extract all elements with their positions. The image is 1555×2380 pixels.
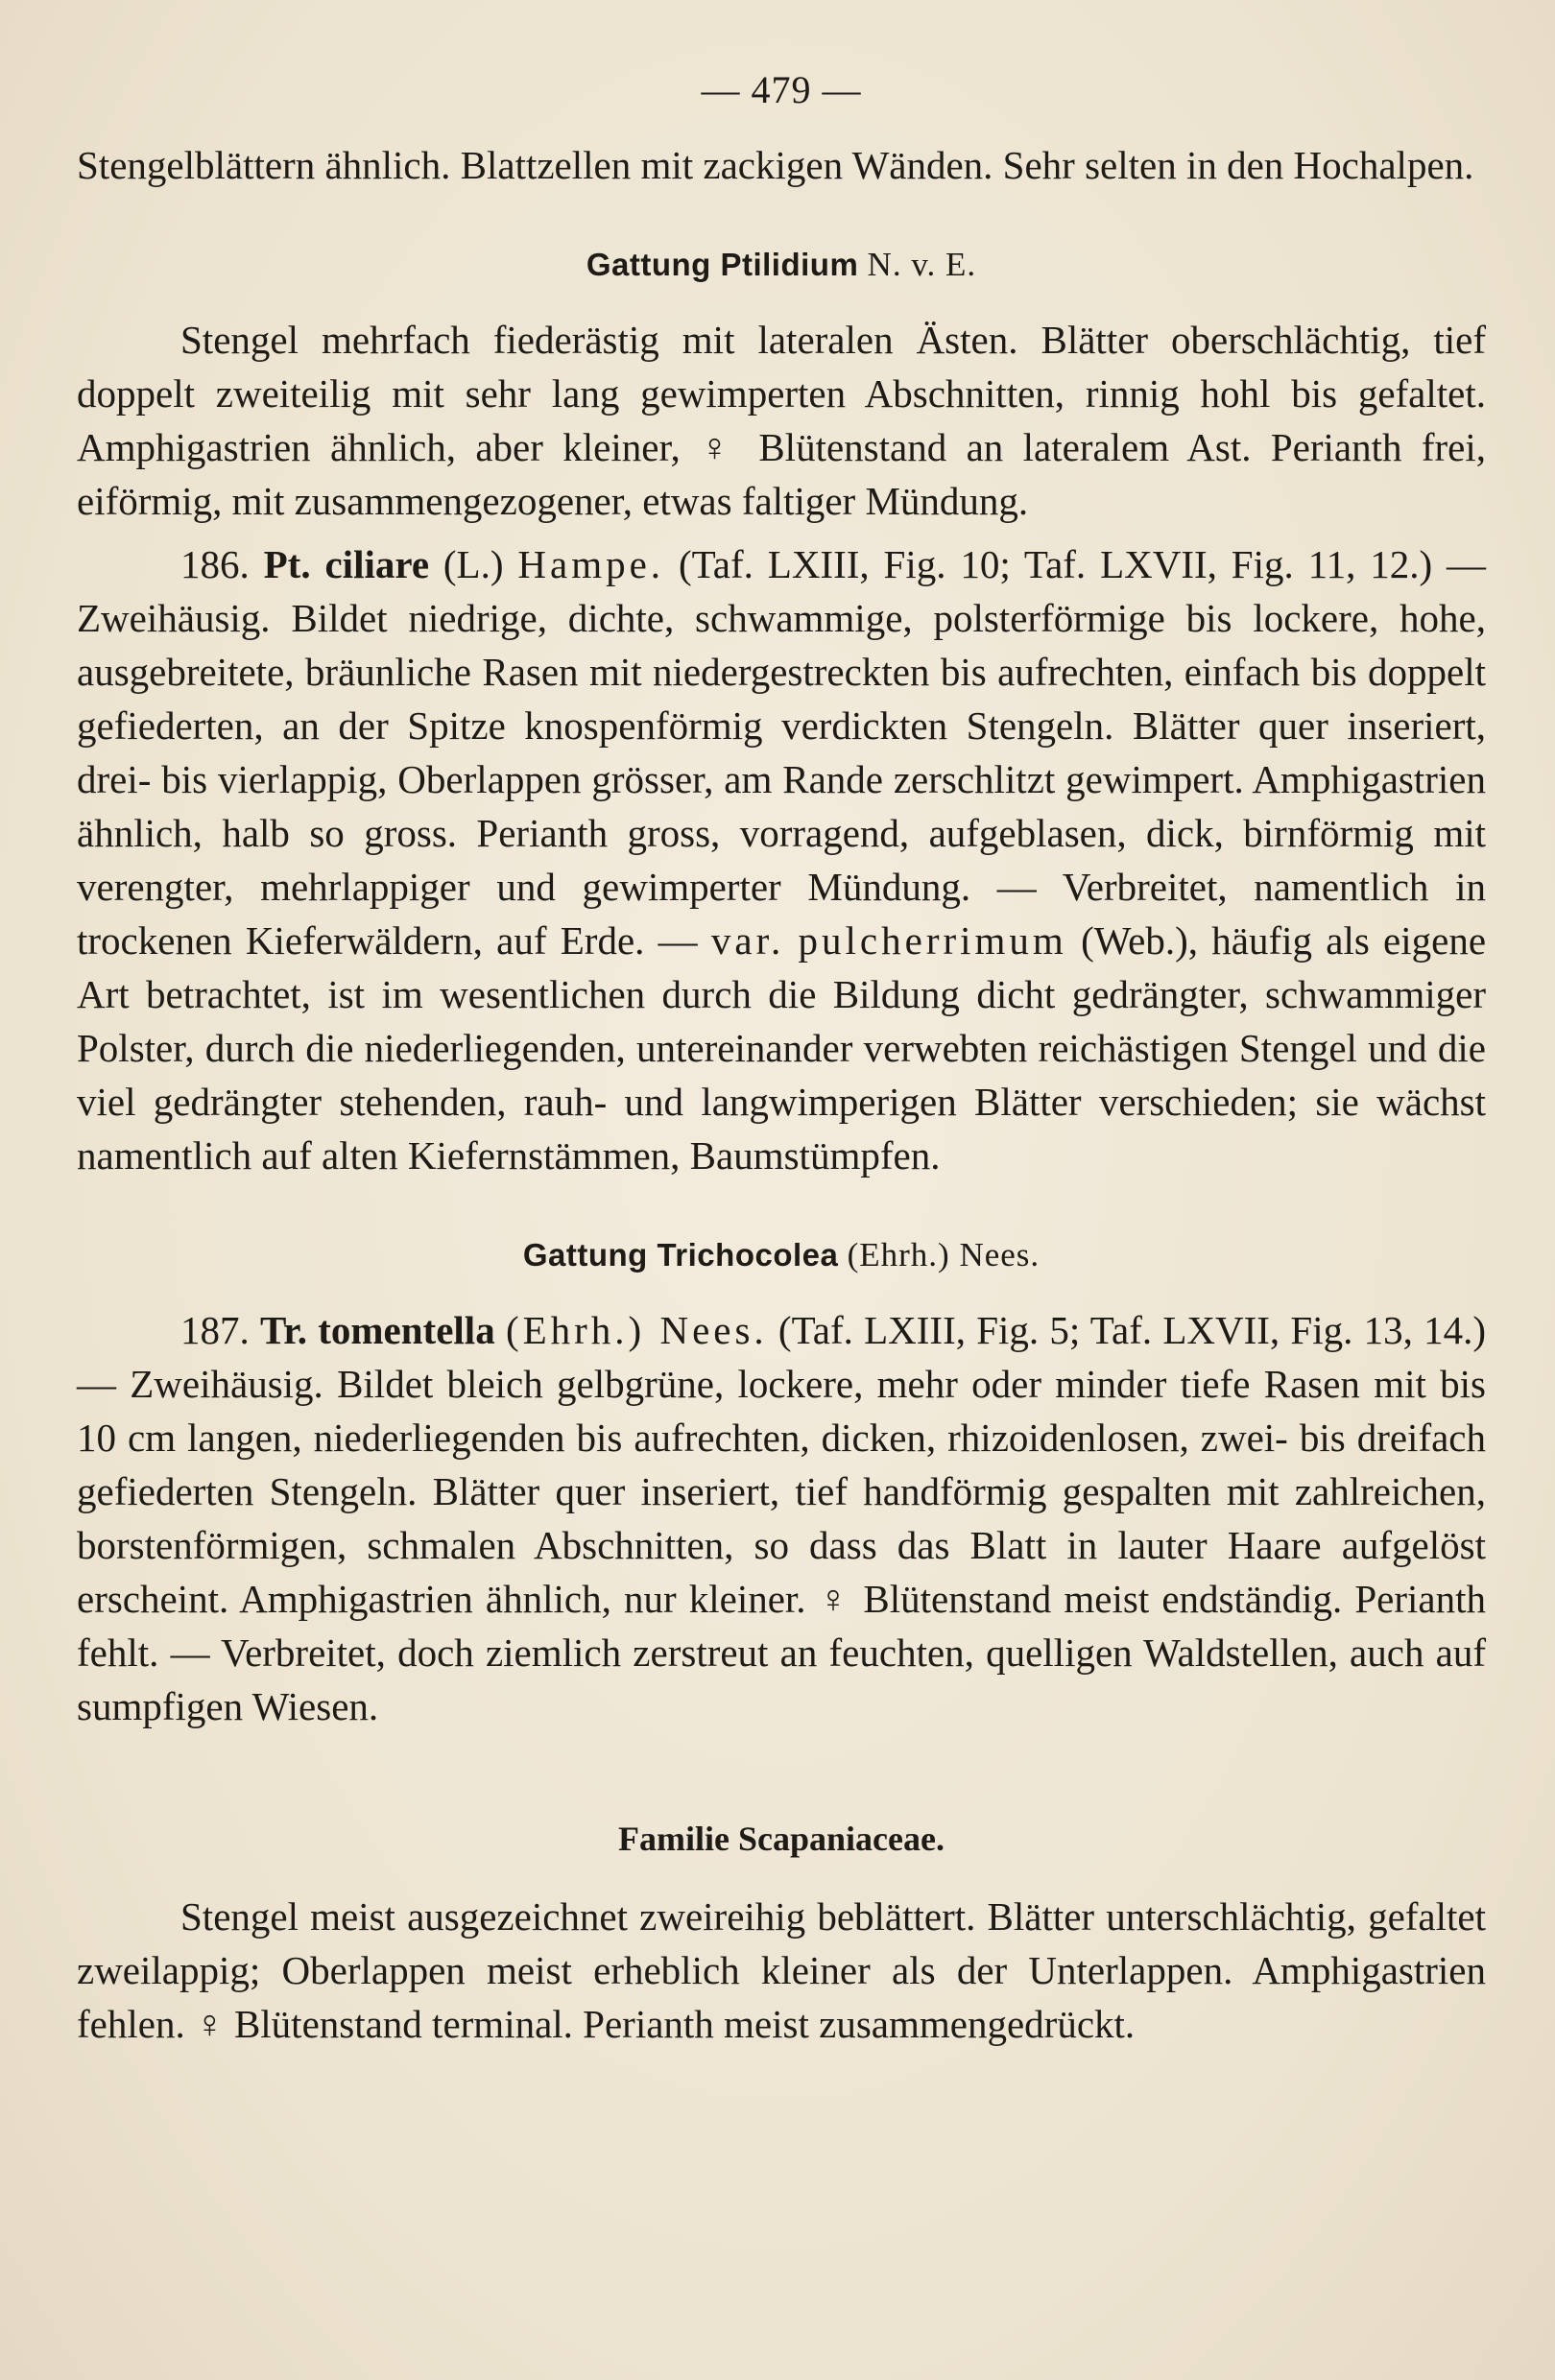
intro-paragraph: Stengelblättern ähnlich. Blattzellen mit zackigen Wänden. Sehr selten in den Hochalpen. — [77, 143, 1474, 187]
species-epithet: tomentella — [318, 1308, 495, 1352]
species-number: 186. — [180, 542, 250, 586]
page-number: — 479 — — [701, 68, 862, 111]
family-description: Stengel meist ausgezeichnet zweireihig beblättert. Blätter unterschlächtig, gefaltet zweilappig; Oberlappen meist erheblich kleiner als der Unterlappen. Amphigastrien fehlen. ♀ Blütenstand terminal. Perianth meist zusammengedrückt. — [77, 1894, 1486, 2046]
species-author-parenthetical: (L.) — [443, 542, 504, 586]
family-name: Familie Scapaniaceae. — [618, 1820, 945, 1858]
variety-name: pulcherrimum — [798, 918, 1067, 963]
variety-text: (Web.), häufig als eigene Art betrachtet, ist im wesentlichen durch die Bildung dicht gedrängter, schwammiger Polster, durch die niederliegenden, untereinander verwebten reichästigen Stengel und die viel gedrängter stehenden, rauh- und langwimperigen Blätter verschieden; sie wächst namentlich auf alten Kiefernstämmen, Baumstümpfen. — [77, 918, 1487, 1178]
species-entry-186 — [77, 537, 1486, 1182]
species-author: (Ehrh.) Nees. — [505, 1308, 768, 1352]
species-text: (Taf. LXIII, Fig. 5; Taf. LXVII, Fig. 13, 14.) — Zweihäusig. Bildet bleich gelbgrüne, lockere, mehr oder minder tiefe Rasen mit bis 10 cm langen, niederliegenden bis aufrechten, dicken, rhizoidenlosen, zwei- bis dreifach gefiederten Stengeln. Blätter quer inseriert, tief handförmig gespalten mit zahlreichen, borstenförmigen, schmalen Abschnitten, so dass das Blatt in lauter Haare aufgelöst erscheint. Amphigastrien ähnlich, nur kleiner. ♀ Blütenstand meist endständig. Perianth fehlt. — Verbreitet, doch ziemlich zerstreut an feuchten, quelligen Waldstellen, auch auf sumpfigen Wiesen. — [77, 1308, 1487, 1728]
species-number: 187. — [180, 1308, 250, 1352]
genus-author: N. v. E. — [867, 246, 977, 283]
species-author: Hampe. — [517, 542, 665, 586]
genus-description-ptilidium: Stengel mehrfach fiederästig mit lateralen Ästen. Blätter oberschlächtig, tief doppelt zweiteilig mit sehr lang gewimperten Abschnitten, rinnig hohl bis gefaltet. Amphigastrien ähnlich, aber kleiner, ♀ Blütenstand an lateralem Ast. Perianth frei, eiförmig, mit zusammengezogener, etwas faltiger Mündung. — [77, 318, 1486, 523]
genus-name: Gattung Ptilidium — [586, 247, 859, 282]
family-heading — [77, 1812, 1486, 1867]
species-text: (Taf. LXIII, Fig. 10; Taf. LXVII, Fig. 11, 12.) — Zweihäusig. Bildet niedrige, dichte, schwammige, polsterförmige bis lockere, hohe, ausgebreitete, bräunliche Rasen mit niedergestreckten bis aufrechten, einfach bis doppelt gefiederten, an der Spitze knospenförmig verdickten Stengeln. Blätter quer inseriert, drei- bis vierlappig, Oberlappen grösser, am Rande zerschlitzt gewimpert. Amphigastrien ähnlich, halb so gross. Perianth gross, vorragend, aufgeblasen, dick, birnförmig mit verengter, mehrlappiger und gewimperter Mündung. — Verbreitet, namentlich in trockenen Kieferwäldern, auf Erde. — — [77, 542, 1487, 963]
species-genus-abbr: Pt. — [263, 542, 311, 586]
species-epithet: ciliare — [324, 542, 430, 586]
genus-heading-trichocolea — [77, 1228, 1486, 1282]
variety-prefix: var. — [710, 918, 785, 963]
genus-author: (Ehrh.) Nees. — [847, 1236, 1041, 1273]
genus-heading-ptilidium — [77, 238, 1486, 292]
genus-name: Gattung Trichocolea — [522, 1237, 839, 1273]
species-genus-abbr: Tr. — [260, 1308, 307, 1352]
species-entry-187 — [77, 1303, 1486, 1733]
